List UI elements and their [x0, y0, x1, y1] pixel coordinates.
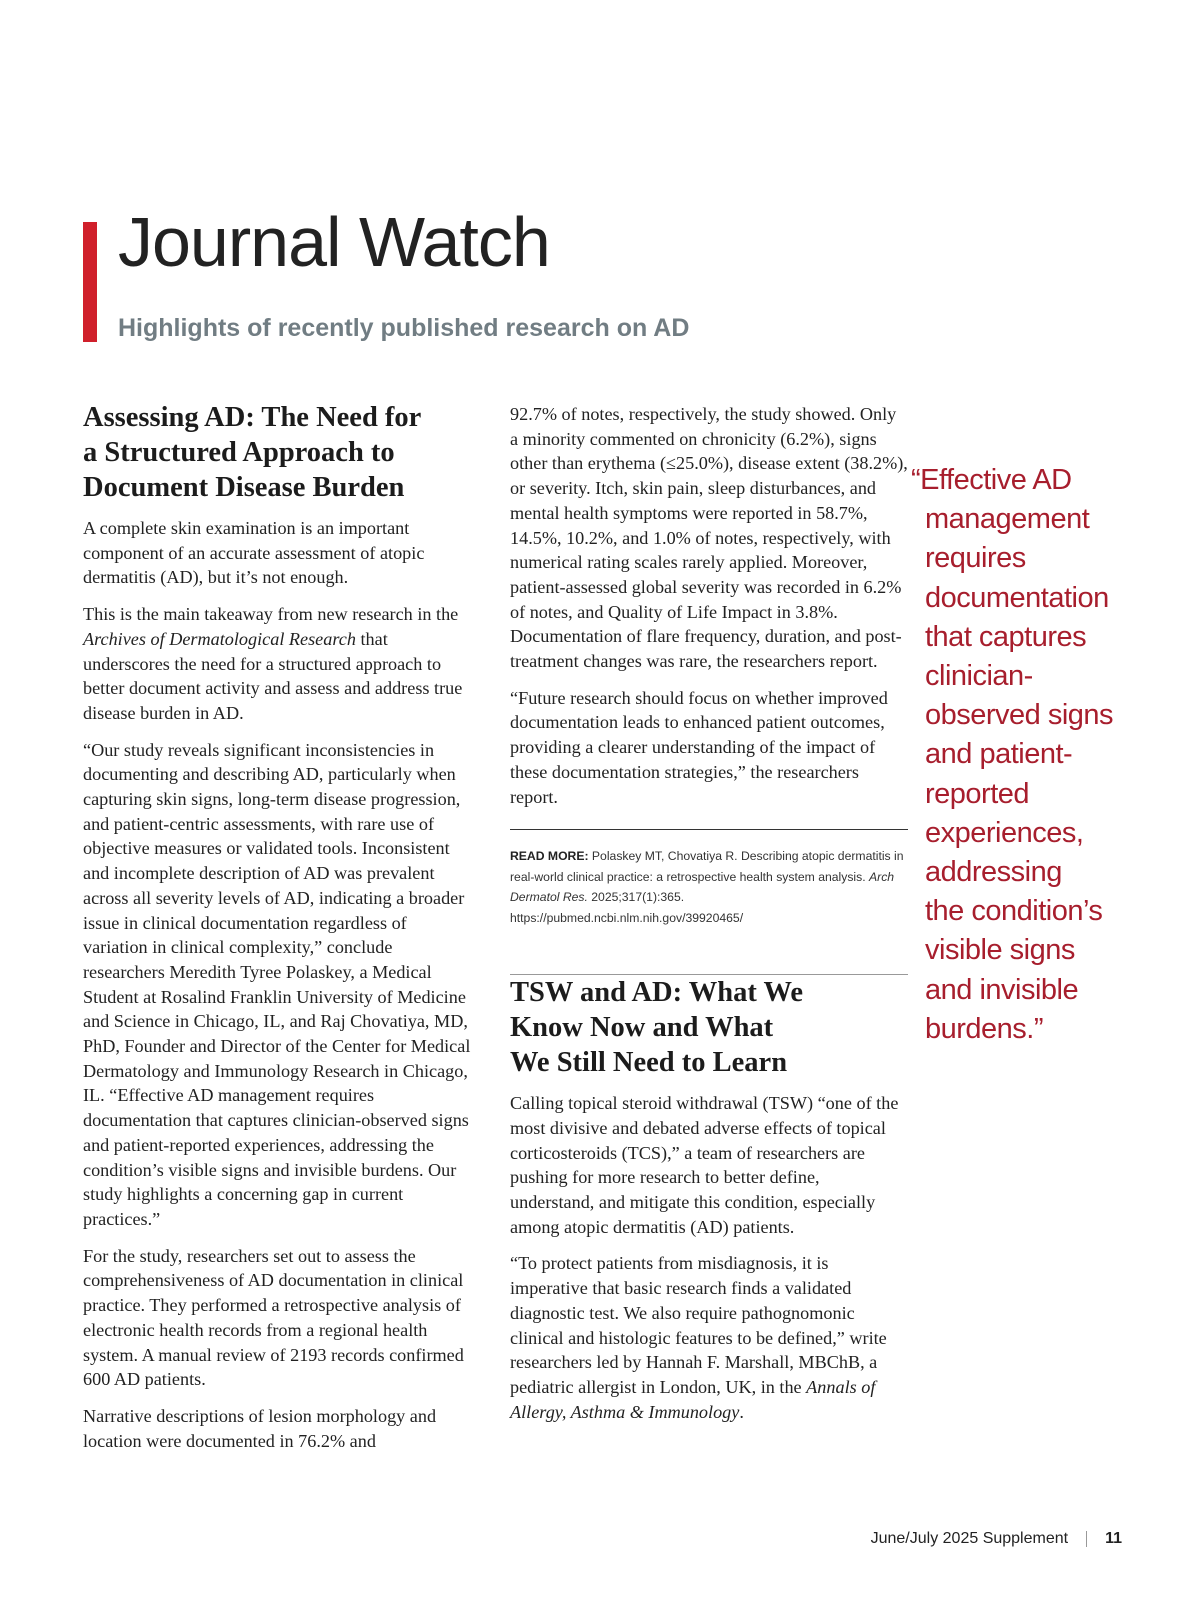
pull-quote-line: reported: [925, 777, 1030, 810]
pull-quote-line: documentation: [925, 581, 1109, 614]
article1-paragraph: “Our study reveals significant inconsistencies in documenting and describing AD, particularly when capturing skin signs, long-term disease progression, and patient-centric assessments, with rare use of objective measures or validated tools. Inconsistent and incomplete description of AD was prevalent across all severity levels of AD, indicating a broader issue in clinical documentation regardless of variation in clinical complexity,” conclude researchers Meredith Tyree Polaskey, a Medical Student at Rosalind Franklin University of Medicine and Science in Chicago, IL, and Raj Chovatiya, MD, PhD, Founder and Director of the Center for Medical Dermatology and Immunology Research in Chicago, IL. “Effective AD management requires documentation that captures clinician-observed signs and patient-reported experiences, addressing the condition’s visible signs and invisible burdens. Our study highlights a concerning gap in current practices.”: [83, 739, 471, 1229]
article1-headline-line: Document Disease Burden: [83, 472, 405, 503]
pull-quote-line: and invisible: [925, 973, 1079, 1006]
journal-name: Annals of Allergy, Asthma & Immunology: [510, 1376, 876, 1422]
article1-paragraph: [83, 602, 473, 726]
article2-headline-line: We Still Need to Learn: [510, 1047, 788, 1079]
title-accent-bar: [83, 222, 97, 342]
text-run: .: [739, 1401, 744, 1422]
pull-quote-line: visible signs: [925, 934, 1075, 967]
pull-quote-line: experiences,: [925, 816, 1084, 849]
pull-quote-line: the condition’s: [925, 895, 1103, 928]
citation-link[interactable]: 2025;317(1):365. https://pubmed.ncbi.nlm.nih.gov/39920465/: [510, 890, 744, 925]
article1-headline-line: a Structured Approach to: [83, 437, 395, 468]
article1-paragraph: A complete skin examination is an important component of an accurate assessment of atopic dermatitis (AD), but it’s not enough.: [83, 518, 425, 588]
text-run: This is the main takeaway from new research in the: [83, 604, 459, 625]
article1-headline: [83, 400, 473, 505]
article1-headline-line: Assessing AD: The Need for: [83, 402, 422, 433]
article1-paragraph: 92.7% of notes, respectively, the study showed. Only a minority commented on chronicity (6.2%), signs other than erythema (≤25.0%), disease extent (38.2%), or severity. Itch, skin pain, sleep disturbances, and mental health symptoms were reported in 58.7%, 14.5%, 10.2%, and 1.0% of notes, respectively, with numerical rating scales rarely applied. Moreover, patient-assessed global severity was recorded in 6.2% of notes, and Quality of Life Impact in 3.8%. Documentation of flare frequency, duration, and post-treatment changes was rare, the researchers report.: [510, 404, 908, 672]
column-left: [83, 400, 473, 1465]
column-middle: [510, 402, 908, 1436]
pull-quote-line: and patient-: [925, 738, 1073, 771]
article2-headline-line: Know Now and What: [510, 1012, 774, 1044]
article2-paragraph: [510, 1251, 908, 1424]
pull-quote-line: requires: [925, 542, 1026, 575]
quote-mark: “: [911, 464, 921, 496]
divider: [510, 829, 908, 830]
pull-quote-line: burdens.”: [925, 1012, 1044, 1045]
article2-paragraph: Calling topical steroid withdrawal (TSW) “one of the most divisive and debated adverse effects of topical corticosteroids (TCS),” a team of researchers are pushing for more research to better define, understand, and mitigate this condition, especially among atopic dermatitis (AD) patients.: [510, 1093, 899, 1237]
citation-text: Polaskey MT, Chovatiya R. Describing atopic dermatitis in real-world clinical practice: a retrospective health system analysis.: [510, 849, 904, 884]
issue-label: June/July 2025 Supplement: [870, 1530, 1069, 1547]
article2-headline-line: TSW and AD: What We: [510, 977, 804, 1009]
article2-headline: [510, 975, 908, 1080]
pull-quote-line: management: [925, 503, 1090, 536]
article1-paragraph: “Future research should focus on whether improved documentation leads to enhanced patient outcomes, providing a clearer understanding of the impact of these documentation strategies,” the researchers report.: [510, 687, 888, 807]
page-number: 11: [1105, 1530, 1122, 1547]
pull-quote-line: that captures: [925, 620, 1087, 653]
citation-journal: Arch Dermatol Res.: [510, 869, 895, 905]
journal-name: Archives of Dermatological Research: [83, 628, 356, 649]
text-run: “To protect patients from misdiagnosis, it is imperative that basic research finds a validated diagnostic test. We also require pathognomonic clinical and histologic features to be defined,” write researchers led by Hannah F. Marshall, MBChB, a pediatric allergist in London, UK, in the: [510, 1253, 887, 1397]
article1-paragraph: Narrative descriptions of lesion morphology and location were documented in 76.2% and: [83, 1405, 437, 1451]
text-run: that underscores the need for a structured approach to better document activity and assess and address true disease burden in AD.: [83, 628, 463, 723]
pull-quote-line: Effective AD: [920, 464, 1072, 496]
pull-quote: [911, 461, 1150, 1049]
article1-paragraph: For the study, researchers set out to assess the comprehensiveness of AD documentation in clinical practice. They performed a retrospective analysis of electronic health records from a regional health system. A manual review of 2193 records confirmed 600 AD patients.: [83, 1245, 464, 1390]
page-footer: [871, 1530, 1122, 1548]
footer-separator: [1086, 1531, 1087, 1547]
pull-quote-line: addressing: [925, 856, 1062, 889]
page-title: Journal Watch: [118, 203, 550, 281]
pull-quote-line: observed signs: [925, 699, 1114, 732]
read-more-citation: [510, 846, 908, 928]
page-subtitle: Highlights of recently published research on AD: [118, 314, 690, 342]
pull-quote-line: clinician-: [925, 660, 1033, 693]
read-more-label: READ MORE:: [510, 849, 589, 864]
